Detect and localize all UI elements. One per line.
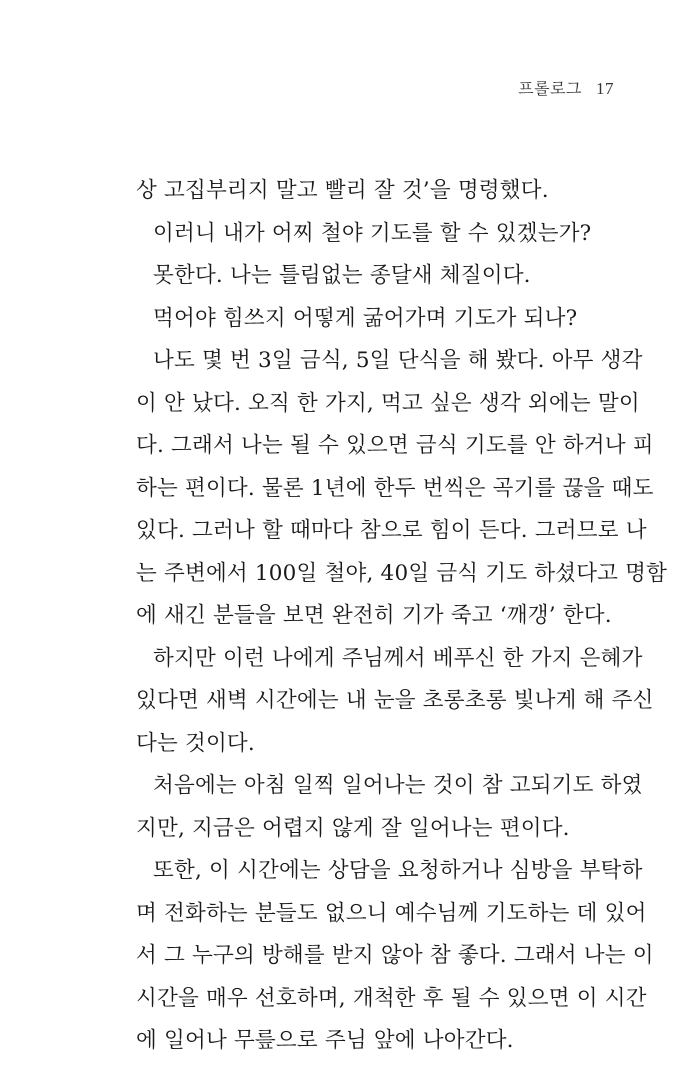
text-line: 다는 것이다. (136, 730, 255, 756)
text-line: 며 전화하는 분들도 없으니 예수님께 기도하는 데 있어 (136, 900, 647, 926)
text-line: 있다. 그러나 할 때마다 참으로 힘이 든다. 그러므로 나 (136, 518, 647, 543)
text-line: 다. 그래서 나는 될 수 있으면 금식 기도를 안 하거나 피 (136, 433, 654, 458)
text-line: 하는 편이다. 물론 1년에 한두 번씩은 곡기를 끊을 때도 (136, 475, 654, 501)
text-line: 에 새긴 분들을 보면 완전히 기가 죽고 ‘깨갱’ 한다. (136, 603, 612, 628)
text-line: 나도 몇 번 3일 금식, 5일 단식을 해 봤다. 아무 생각 (153, 348, 643, 373)
text-line: 이 안 났다. 오직 한 가지, 먹고 싶은 생각 외에는 말이 (136, 390, 640, 416)
text-line: 는 주변에서 100일 철야, 40일 금식 기도 하셨다고 명함 (136, 560, 668, 586)
text-line: 지만, 지금은 어렵지 않게 잘 일어나는 편이다. (136, 815, 570, 841)
text-line: 시간을 매우 선호하며, 개척한 후 될 수 있으면 이 시간 (136, 985, 647, 1011)
text-line: 처음에는 아침 일찍 일어나는 것이 참 고되기도 하였 (153, 773, 643, 798)
running-header (518, 76, 614, 99)
text-line: 이러니 내가 어찌 철야 기도를 할 수 있겠는가? (153, 220, 592, 246)
text-line: 서 그 누구의 방해를 받지 않아 참 좋다. 그래서 나는 이 (136, 943, 654, 968)
text-line: 있다면 새벽 시간에는 내 눈을 초롱초롱 빛나게 해 주신 (136, 688, 654, 713)
text-line: 못한다. 나는 틀림없는 종달새 체질이다. (153, 263, 531, 288)
body-text (136, 170, 668, 1063)
text-line: 먹어야 힘쓰지 어떻게 굶어가며 기도가 되나? (153, 305, 578, 331)
section-title: 프롤로그 (518, 79, 582, 98)
text-line: 하지만 이런 나에게 주님께서 베푸신 한 가지 은혜가 (153, 645, 643, 671)
text-line: 또한, 이 시간에는 상담을 요청하거나 심방을 부탁하 (153, 858, 643, 883)
text-line: 상 고집부리지 말고 빨리 잘 것’을 명령했다. (136, 178, 549, 203)
text-line: 에 일어나 무릎으로 주님 앞에 나아간다. (136, 1028, 514, 1053)
page-number: 17 (596, 79, 614, 98)
